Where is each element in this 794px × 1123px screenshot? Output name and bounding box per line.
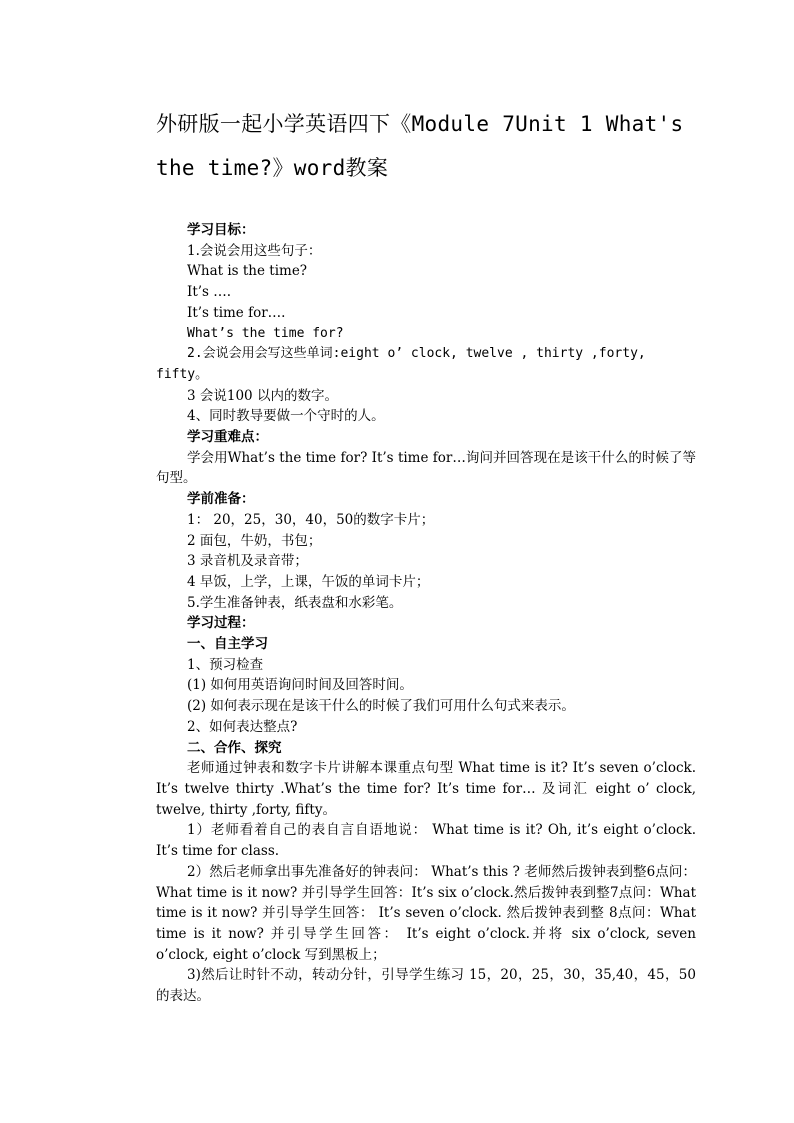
preparation-item-4: 4 早饭，上学，上课，午饭的单词卡片； bbox=[187, 573, 430, 590]
goal-1-sentence-1: What is the time? bbox=[187, 263, 308, 280]
goal-1: 1.会说会用这些句子： bbox=[187, 242, 322, 259]
part-1-item-2: 2、如何表达整点? bbox=[187, 718, 298, 735]
part-1-question-1: (1) 如何用英语询问时间及回答时间。 bbox=[187, 677, 413, 694]
goal-1-sentence-4: What’s the time for? bbox=[187, 325, 344, 341]
key-points-heading: 学习重难点： bbox=[187, 429, 268, 446]
part-2-paragraph-2: 1）老师看着自己的表自言自语地说： What time is it? Oh, it’s eight o’clock. It’s time for class. bbox=[156, 822, 696, 860]
key-points-text: 学会用What’s the time for? It’s time for…询问并回答现在是该干什么的时候了等句型。 bbox=[156, 449, 696, 487]
goal-3: 3 会说100 以内的数字。 bbox=[187, 387, 338, 404]
preparation-heading: 学前准备： bbox=[187, 491, 255, 508]
preparation-item-3: 3 录音机及录音带； bbox=[187, 553, 308, 570]
part-2-paragraph-3: 2）然后老师拿出事先准备好的钟表问： What’s this ? 老师然后拨钟表到整6点问：What time is it now? 并引导学生回答：It’s six o’clock.然后拨钟表到整7点问：What time is it now? 并引导学生回答： It’s seven o’clock. 然后拨钟表到整 8点问：What time is it now? 并引导学生回答： It’s eight o’clock.并将 six o’clock, seven o’clock, eight o’clock 写到黑板上； bbox=[156, 863, 696, 963]
goal-4: 4、同时教导要做一个守时的人。 bbox=[187, 408, 385, 425]
part-2-paragraph-4: 3)然后让时针不动，转动分针，引导学生练习 15，20，25，30，35,40，45，50的表达。 bbox=[156, 967, 696, 1005]
part-1-question-2: (2) 如何表示现在是该干什么的时候了我们可用什么句式来表示。 bbox=[187, 698, 575, 715]
goals-heading: 学习目标： bbox=[187, 222, 255, 238]
preparation-item-5: 5.学生准备钟表，纸表盘和水彩笔。 bbox=[187, 594, 403, 611]
goal-1-sentence-2: It’s …. bbox=[187, 284, 232, 301]
part-2-heading: 二、合作、探究 bbox=[187, 739, 282, 756]
preparation-item-1: 1： 20，25，30，40，50的数字卡片； bbox=[187, 511, 435, 528]
document-body bbox=[156, 220, 696, 1007]
part-2-paragraph-1: 老师通过钟表和数字卡片讲解本课重点句型 What time is it? It’s seven o’clock. It’s twelve thirty .What’s the time for? It’s time for… 及词汇 eight o’ clock, twelve, thirty ,forty, fifty。 bbox=[156, 760, 696, 818]
preparation-item-2: 2 面包，牛奶，书包； bbox=[187, 532, 322, 549]
document-title: 外研版一起小学英语四下《Module 7Unit 1 What's the time?》word教案 bbox=[156, 112, 684, 180]
part-1-item-1: 1、预习检查 bbox=[187, 656, 264, 673]
goal-1-sentence-3: It’s time for…. bbox=[187, 304, 286, 321]
part-1-heading: 一、自主学习 bbox=[187, 636, 268, 653]
goal-2: 2.会说会用会写这些单词:eight o’ clock, twelve , thirty ,forty, fifty。 bbox=[156, 346, 646, 382]
process-heading: 学习过程： bbox=[187, 615, 255, 632]
